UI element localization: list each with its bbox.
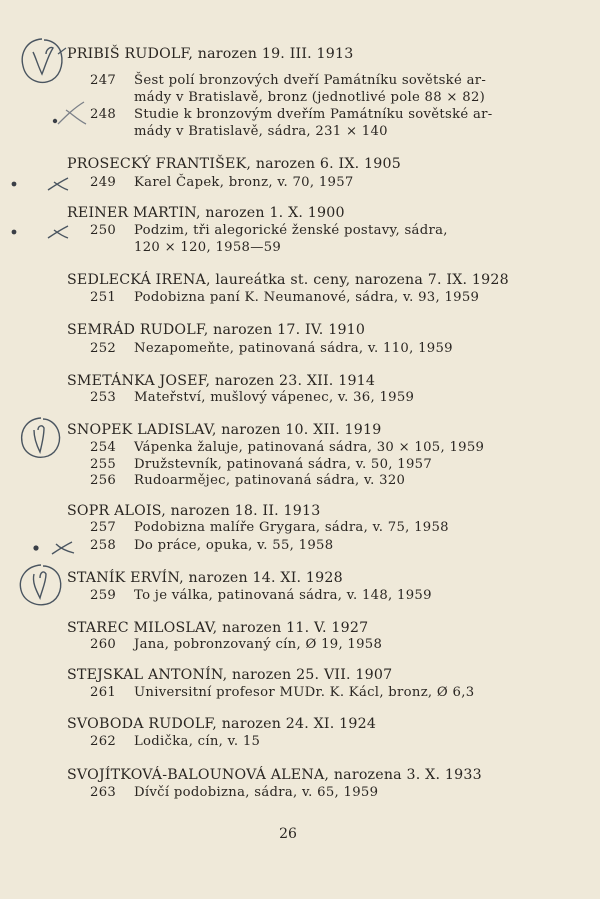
work-number: 258	[90, 538, 117, 553]
work-title: Lodička, cín, v. 15	[134, 734, 261, 749]
work-title: Družstevník, patinovaná sádra, v. 50, 1957	[134, 457, 433, 472]
pencil-cross-mark-icon	[30, 538, 80, 558]
work-number: 250	[90, 223, 117, 238]
work-number: 249	[90, 175, 117, 190]
work-title: Jana, pobronzovaný cín, Ø 19, 1958	[134, 637, 383, 652]
work-title: Podobizna malíře Grygara, sádra, v. 75, 1958	[134, 520, 449, 535]
work-title: Rudoarmějec, patinovaná sádra, v. 320	[134, 473, 406, 488]
pencil-cross-mark-icon	[8, 220, 78, 244]
author-heading: SMETÁNKA JOSEF, narozen 23. XII. 1914	[67, 373, 376, 389]
work-title: Do práce, opuka, v. 55, 1958	[134, 538, 334, 553]
work-title-line2: mády v Bratislavě, sádra, 231 × 140	[134, 124, 388, 139]
author-heading: SNOPEK LADISLAV, narozen 10. XII. 1919	[67, 422, 382, 438]
author-heading: SVOJÍTKOVÁ-BALOUNOVÁ ALENA, narozena 3. X. 1933	[67, 767, 482, 783]
work-title: Podobizna paní K. Neumanové, sádra, v. 93, 1959	[134, 290, 480, 305]
pencil-circle-mark-icon	[16, 414, 66, 464]
work-title: Universitní profesor MUDr. K. Kácl, bronz, Ø 6,3	[134, 685, 475, 700]
work-number: 259	[90, 588, 117, 603]
work-title: To je válka, patinovaná sádra, v. 148, 1959	[134, 588, 432, 603]
work-number: 256	[90, 473, 117, 488]
pencil-cross-mark-icon	[50, 100, 90, 128]
work-title: Nezapomeňte, patinovaná sádra, v. 110, 1959	[134, 341, 453, 356]
work-number: 253	[90, 390, 117, 405]
author-heading: REINER MARTIN, narozen 1. X. 1900	[67, 205, 345, 221]
work-title: Dívčí podobizna, sádra, v. 65, 1959	[134, 785, 379, 800]
author-heading: SOPR ALOIS, narozen 18. II. 1913	[67, 503, 321, 519]
work-number: 254	[90, 440, 117, 455]
work-title: Vápenka žaluje, patinovaná sádra, 30 × 105, 1959	[134, 440, 485, 455]
work-title: Mateřství, mušlový vápenec, v. 36, 1959	[134, 390, 415, 405]
work-title: Studie k bronzovým dveřím Památníku sovětské ar-	[134, 107, 493, 122]
work-number: 255	[90, 457, 117, 472]
work-number: 251	[90, 290, 117, 305]
work-title: Podzim, tři alegorické ženské postavy, sádra,	[134, 223, 448, 238]
work-title: Šest polí bronzových dveří Památníku sovětské ar-	[134, 73, 487, 88]
pencil-circle-mark-icon	[16, 34, 68, 90]
work-number: 257	[90, 520, 117, 535]
page-number: 26	[279, 826, 297, 842]
author-heading: SEDLECKÁ IRENA, laureátka st. ceny, narozena 7. IX. 1928	[67, 272, 509, 288]
author-heading: STEJSKAL ANTONÍN, narozen 25. VII. 1907	[67, 667, 393, 683]
author-heading: SEMRÁD RUDOLF, narozen 17. IV. 1910	[67, 322, 366, 338]
pencil-cross-mark-icon	[8, 172, 78, 196]
work-title: Karel Čapek, bronz, v. 70, 1957	[134, 175, 354, 190]
work-number: 252	[90, 341, 117, 356]
author-heading: PRIBIŠ RUDOLF, narozen 19. III. 1913	[67, 46, 354, 62]
work-title-line2: mády v Bratislavě, bronz (jednotlivé pole 88 × 82)	[134, 90, 486, 105]
author-heading: STANÍK ERVÍN, narozen 14. XI. 1928	[67, 570, 343, 586]
pencil-circle-mark-icon	[14, 560, 68, 612]
work-number: 247	[90, 73, 117, 88]
author-heading: PROSECKÝ FRANTIŠEK, narozen 6. IX. 1905	[67, 156, 401, 172]
author-heading: SVOBODA RUDOLF, narozen 24. XI. 1924	[67, 716, 377, 732]
work-number: 260	[90, 637, 117, 652]
work-title-line2: 120 × 120, 1958—59	[134, 240, 282, 255]
work-number: 261	[90, 685, 117, 700]
work-number: 263	[90, 785, 117, 800]
work-number: 262	[90, 734, 117, 749]
author-heading: STAREC MILOSLAV, narozen 11. V. 1927	[67, 620, 369, 636]
work-number: 248	[90, 107, 117, 122]
